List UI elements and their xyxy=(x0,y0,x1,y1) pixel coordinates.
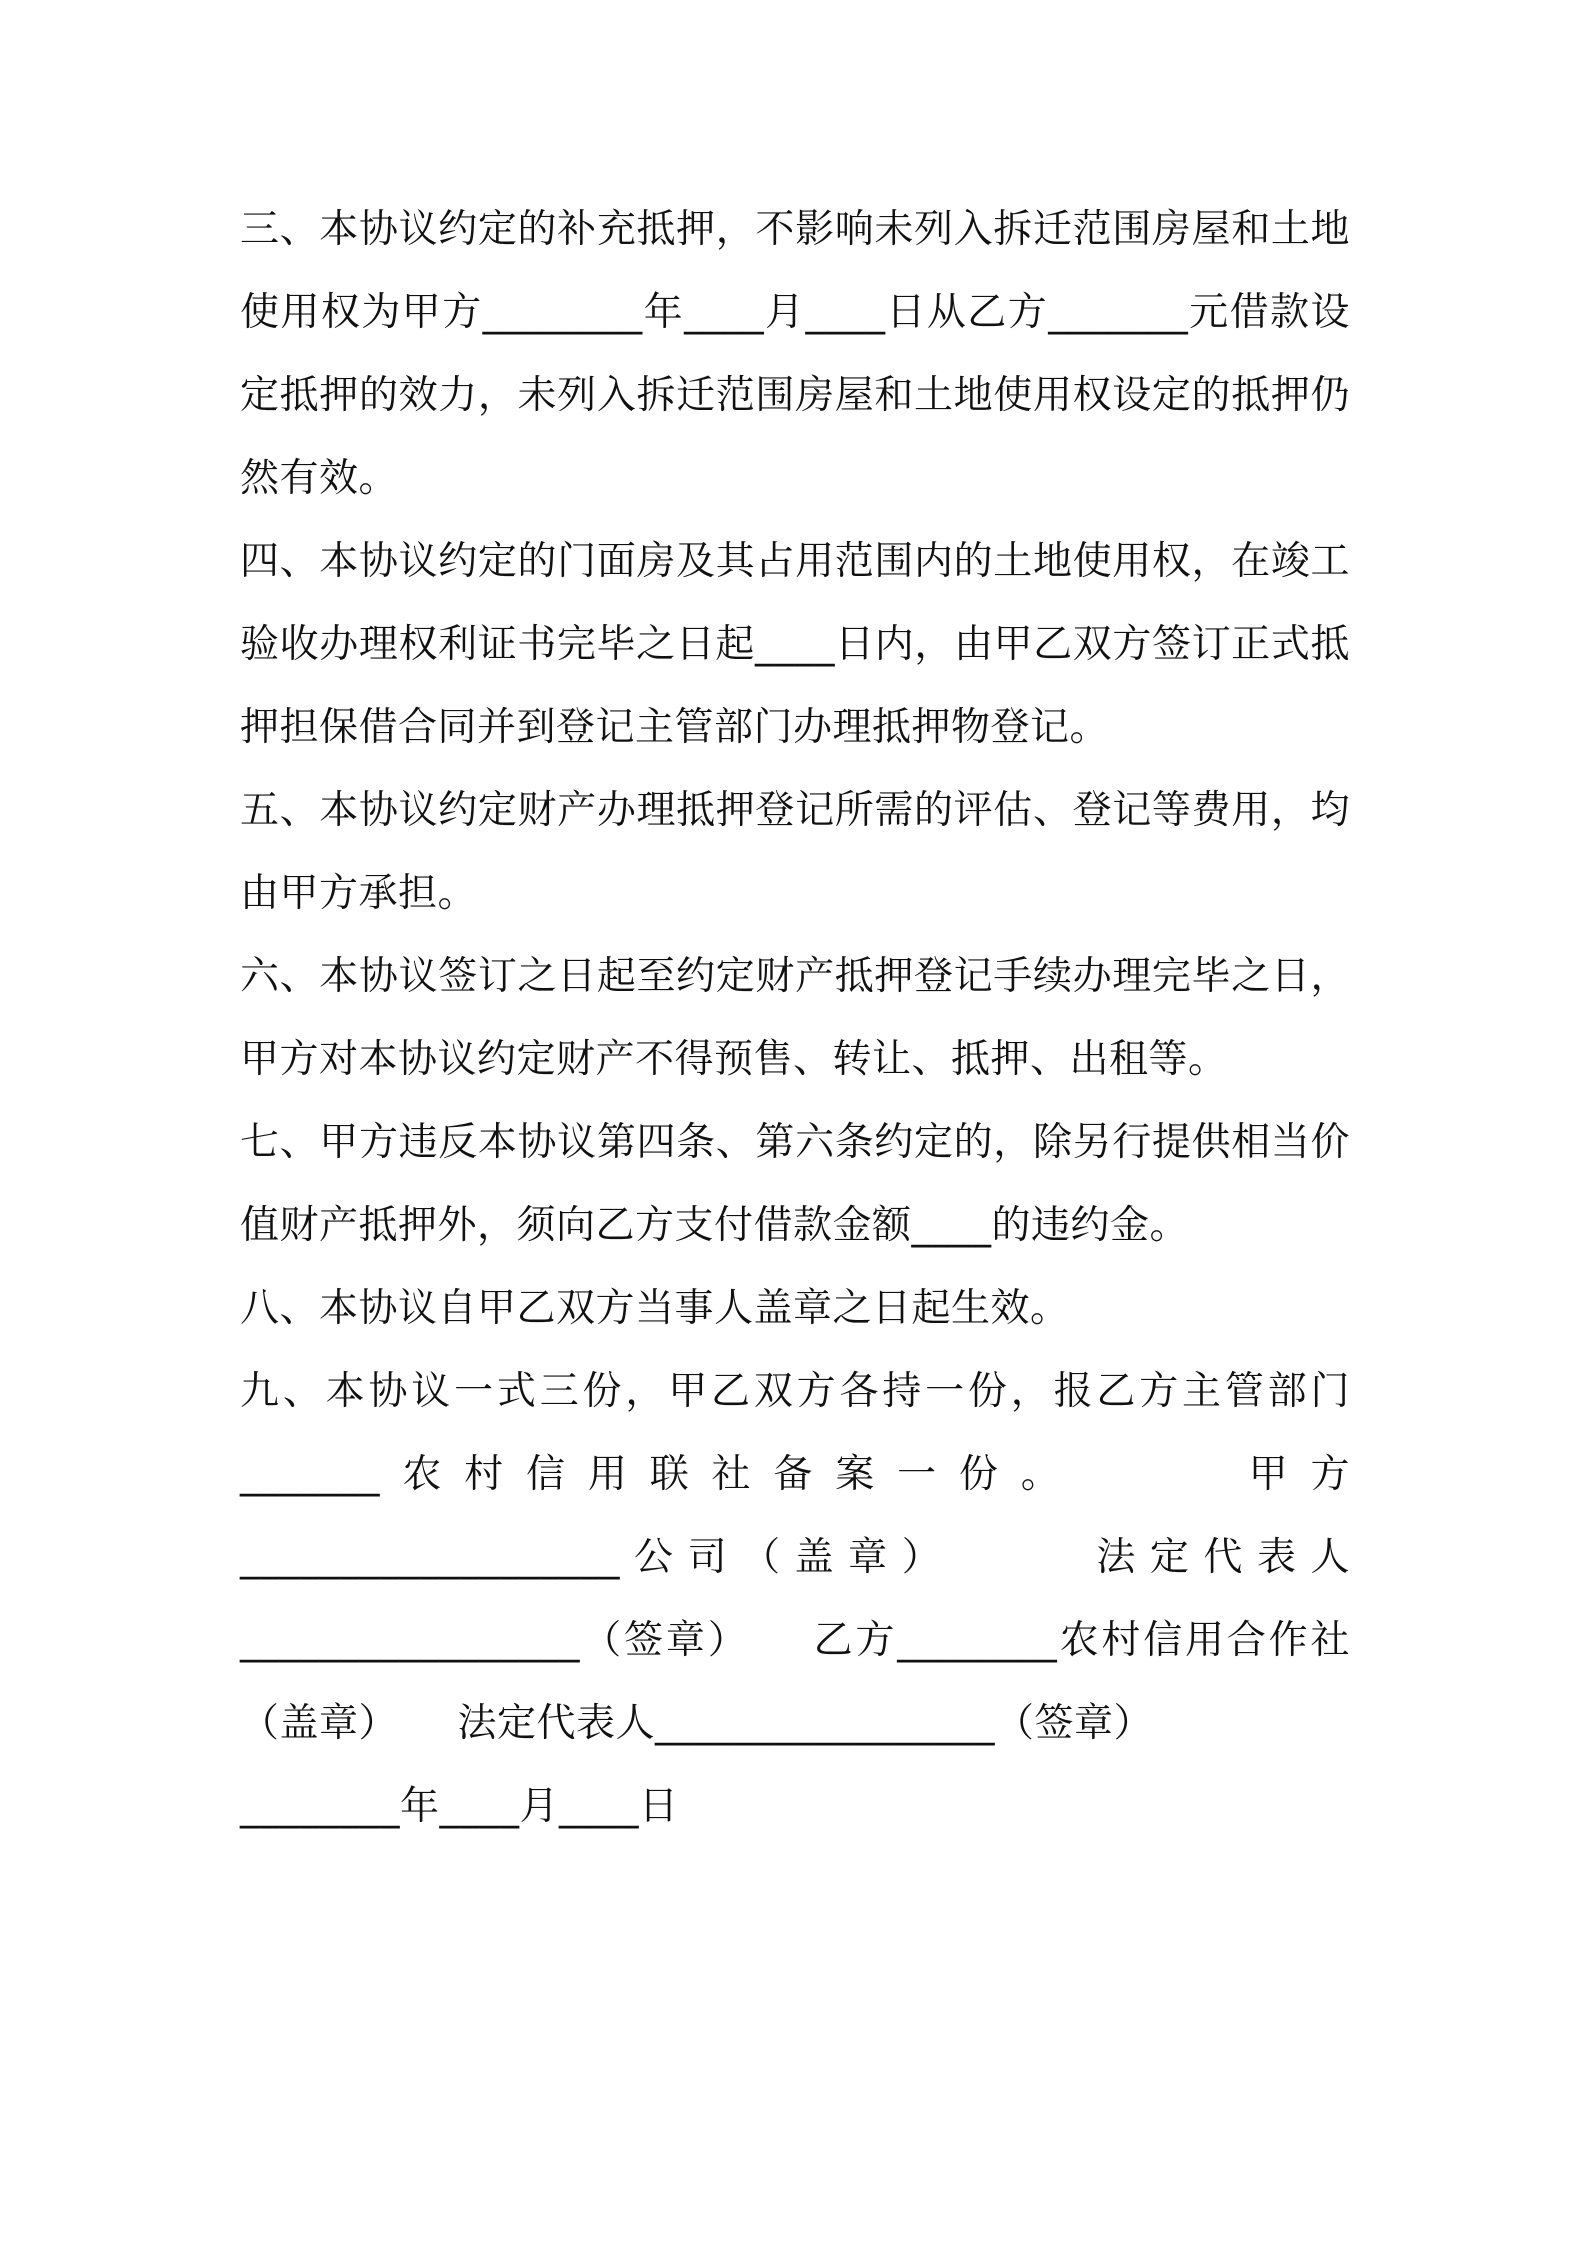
clause-4: 四、本协议约定的门面房及其占用范围内的土地使用权，在竣工验收办理权利证书完毕之日起____日内，由甲乙双方签订正式抵押担保借合同并到登记主管部门办理抵押物登记。 xyxy=(240,539,1350,750)
clause-8: 八、本协议自甲乙双方当事人盖章之日起生效。 xyxy=(240,1286,1070,1331)
clause-6: 六、本协议签订之日起至约定财产抵押登记手续办理完毕之日，甲方对本协议约定财产不得预售、转让、抵押、出租等。 xyxy=(240,954,1350,1082)
clause-9-signature-block: 九、本协议一式三份，甲乙双方各持一份，报乙方主管部门_______农村信用联社备案一份。 甲方___________________公司（盖章） 法定代表人_________________（签章） 乙方________农村信用合作社（盖章） 法定代表人_________________（签章） xyxy=(240,1369,1350,1746)
clause-5: 五、本协议约定财产办理抵押登记所需的评估、登记等费用，均由甲方承担。 xyxy=(240,788,1350,916)
agreement-body xyxy=(240,188,1350,1848)
clause-3: 三、本协议约定的补充抵押，不影响未列入拆迁范围房屋和土地使用权为甲方________年____月____日从乙方_______元借款设定抵押的效力，未列入拆迁范围房屋和土地使用权设定的抵押仍然有效。 xyxy=(240,207,1350,501)
clause-7: 七、甲方违反本协议第四条、第六条约定的，除另行提供相当价值财产抵押外，须向乙方支付借款金额____的违约金。 xyxy=(240,1120,1350,1248)
date-line: ________年____月____日 xyxy=(240,1784,679,1829)
